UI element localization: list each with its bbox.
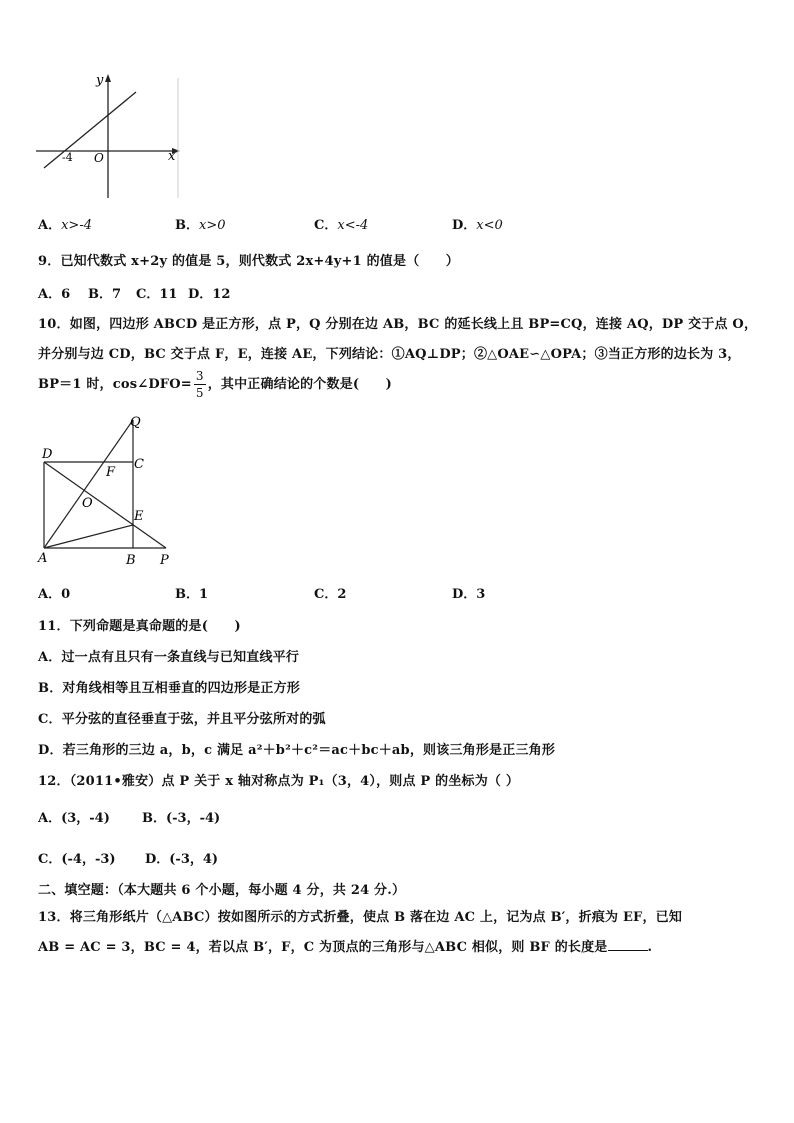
label-A: A xyxy=(38,551,48,566)
segment-DP xyxy=(44,462,166,548)
q8-option-d[interactable] xyxy=(452,214,503,233)
q12-option-b[interactable]: B．(-3，-4) xyxy=(142,811,221,826)
q13-line-2 xyxy=(38,936,652,955)
label-D: D xyxy=(42,447,53,462)
option-letter: B． xyxy=(175,218,199,233)
q10-square-figure xyxy=(30,412,190,572)
y-axis-label: y xyxy=(96,73,104,88)
q12-option-a[interactable]: A．(3，-4) xyxy=(38,811,110,826)
origin-label: O xyxy=(94,151,104,165)
q13-line-1: 13．将三角形纸片（△ABC）按如图所示的方式折叠，使点 B 落在边 AC 上，记为点 B′，折痕为 EF，已知 xyxy=(38,910,683,925)
label-F: F xyxy=(106,465,116,480)
q10-option-c[interactable]: C．2 xyxy=(314,587,347,602)
q10-line-1: 10．如图，四边形 ABCD 是正方形，点 P，Q 分别在边 AB，BC 的延长线上且 BP=CQ，连接 AQ，DP 交于点 O， xyxy=(38,317,758,332)
q11-option-c[interactable]: C．平分弦的直径垂直于弦，并且平分弦所对的弧 xyxy=(38,712,326,727)
option-expr: x>0 xyxy=(199,218,226,233)
label-O: O xyxy=(82,496,93,511)
option-letter: A． xyxy=(38,218,62,233)
q9-option-c[interactable]: C．11 xyxy=(136,287,178,302)
answer-blank[interactable] xyxy=(608,938,648,951)
tick-label-neg4: -4 xyxy=(62,151,73,164)
q13-line-2-end: . xyxy=(647,940,653,955)
label-P: P xyxy=(160,553,169,568)
fraction-numerator: 3 xyxy=(195,369,204,383)
q10-line-3-prefix: BP＝1 时，cos∠DFO= xyxy=(38,377,192,392)
label-B: B xyxy=(126,553,136,568)
q11-option-d[interactable]: D．若三角形的三边 a，b，c 满足 a²＋b²＋c²＝ac＋bc＋ab，则该三角形是正三角形 xyxy=(38,743,556,758)
q8-option-a[interactable] xyxy=(38,214,92,233)
q10-option-d[interactable]: D．3 xyxy=(452,587,486,602)
q11-option-a[interactable]: A．过一点有且只有一条直线与已知直线平行 xyxy=(38,650,300,665)
label-Q: Q xyxy=(130,415,141,430)
q9-stem: 9．已知代数式 x+2y 的值是 5，则代数式 2x+4y+1 的值是（ ） xyxy=(38,254,459,269)
q8-graph-figure xyxy=(30,70,190,205)
q8-option-b[interactable] xyxy=(175,214,226,233)
label-C: C xyxy=(134,457,144,472)
x-axis-label: x xyxy=(168,149,176,164)
option-expr: x>-4 xyxy=(61,218,92,233)
q13-line-2-text: AB = AC = 3，BC = 4，若以点 B′，F，C 为顶点的三角形与△ABC 相似，则 BF 的长度是 xyxy=(38,940,608,955)
q9-option-a[interactable]: A．6 xyxy=(38,287,71,302)
section-heading: 二、填空题：（本大题共 6 个小题，每小题 4 分，共 24 分.） xyxy=(38,883,406,898)
q12-option-d[interactable]: D．(-3，4) xyxy=(145,852,219,867)
option-letter: D． xyxy=(452,218,477,233)
fraction-denominator: 5 xyxy=(195,386,204,400)
q10-line-3-suffix: ，其中正确结论的个数是( ) xyxy=(207,377,393,392)
q10-option-a[interactable]: A．0 xyxy=(38,587,71,602)
option-expr: x<0 xyxy=(476,218,503,233)
q10-option-b[interactable]: B．1 xyxy=(175,587,209,602)
q12-option-c[interactable]: C．(-4，-3) xyxy=(38,852,116,867)
q11-option-b[interactable]: B．对角线相等且互相垂直的四边形是正方形 xyxy=(38,681,300,696)
graph-line xyxy=(44,92,136,168)
q8-option-c[interactable] xyxy=(314,214,368,233)
q9-option-d[interactable]: D．12 xyxy=(188,287,231,302)
q10-line-3 xyxy=(38,370,392,399)
label-E: E xyxy=(134,509,144,524)
q11-stem: 11．下列命题是真命题的是( ) xyxy=(38,619,241,634)
y-axis-arrow xyxy=(105,74,111,82)
q9-option-b[interactable]: B．7 xyxy=(88,287,122,302)
option-expr: x<-4 xyxy=(337,218,369,233)
option-letter: C． xyxy=(314,218,338,233)
q10-line-2: 并分别与边 CD，BC 交于点 F，E，连接 AE，下列结论：①AQ⊥DP；②△OAE∽△OPA；③当正方形的边长为 3， xyxy=(38,347,741,362)
fraction-3-5 xyxy=(194,370,206,399)
q12-stem: 12．（2011•雅安）点 P 关于 x 轴对称点为 P₁（3，4），则点 P 的坐标为（ ） xyxy=(38,774,520,789)
